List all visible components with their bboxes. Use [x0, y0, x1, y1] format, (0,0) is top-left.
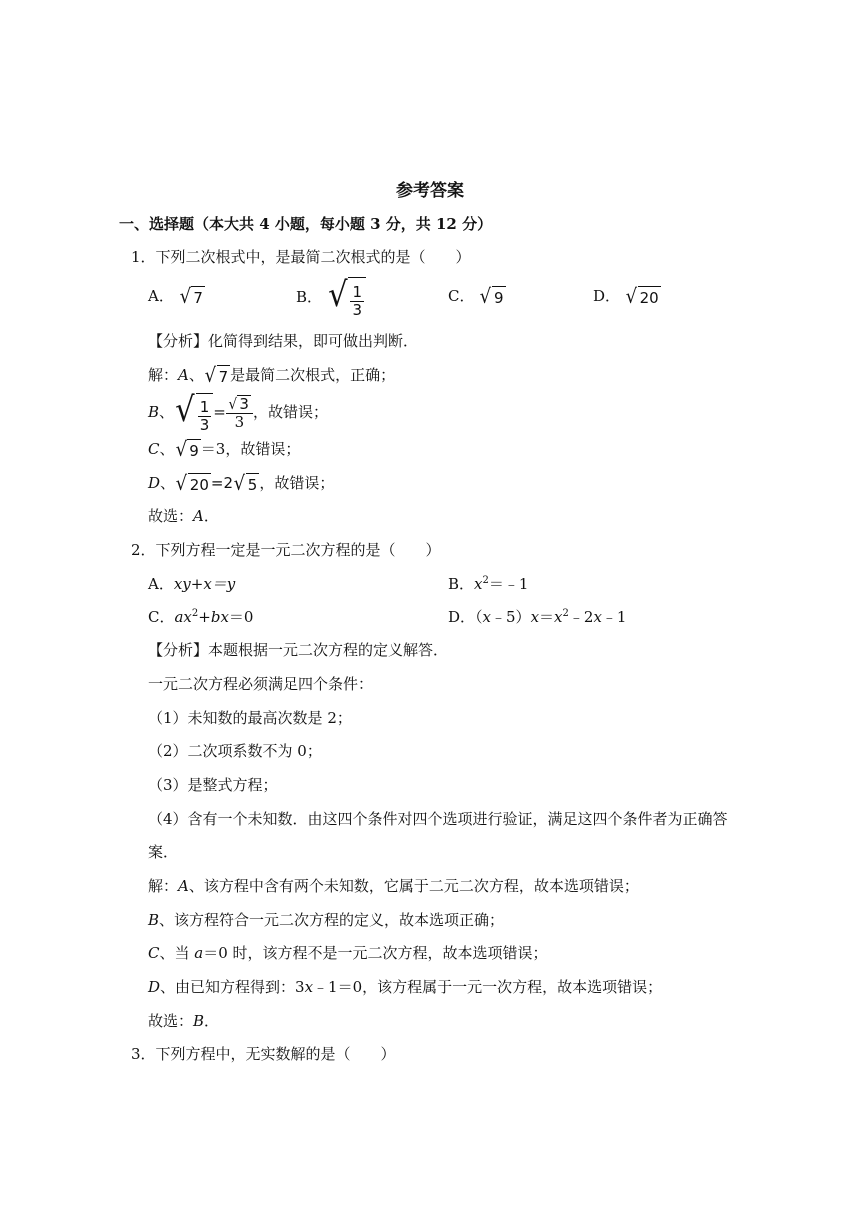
solution-text: 是最简二次根式，正确；: [230, 366, 396, 384]
sqrt-20: √ 20: [625, 284, 659, 308]
option-letter: D: [148, 474, 161, 492]
q1-solution-d: [148, 472, 334, 496]
q2-answer: [148, 1010, 219, 1032]
q1-analysis: 【分析】化简得到结果，即可做出判断．: [148, 332, 419, 350]
separator: 、: [188, 366, 204, 384]
answer-letter: A: [193, 507, 204, 525]
option-letter: C．: [148, 608, 175, 626]
option-letter: C: [148, 440, 160, 458]
option-letter: B: [148, 403, 160, 421]
q2-condition-4-cont: 案．: [148, 843, 179, 861]
solution-text: ，故错误；: [252, 403, 328, 421]
option-letter: D: [148, 978, 161, 996]
frac-denominator: 3: [352, 301, 363, 319]
variable: x: [593, 608, 602, 626]
q1-option-a: [148, 285, 205, 309]
equals: =: [213, 403, 226, 421]
q2-solution-b: [148, 909, 504, 931]
q3-stem: 3．下列方程中，无实数解的是（ ）: [131, 1045, 396, 1063]
option-letter: D．: [448, 608, 476, 626]
q2-condition-4: （4）含有一个未知数．由这四个条件对四个选项进行验证，满足这四个条件者为正确答: [148, 810, 728, 828]
option-letter: B: [148, 911, 160, 929]
solution-text: ＝0 时，该方程不是一元二次方程，故本选项错误；: [203, 944, 548, 962]
q2-condition-intro: 一元二次方程必须满足四个条件：: [148, 675, 374, 693]
radicand: 9: [492, 286, 506, 309]
sqrt-one-third: √ $\frac{1}{3}$: [327, 272, 366, 324]
q1-stem: 1．下列二次根式中，是最简二次根式的是（ ）: [131, 248, 471, 266]
q1-answer: [148, 505, 219, 527]
minus-term: ﹣2: [568, 608, 594, 626]
option-letter: C: [148, 944, 160, 962]
exponent: 2: [562, 608, 569, 619]
frac-denominator: 3: [234, 413, 245, 431]
paren-open: （: [475, 608, 483, 626]
answer-end: ．: [203, 507, 219, 525]
answer-end: ．: [204, 1012, 220, 1030]
q1-option-a-letter: A．: [148, 287, 174, 305]
term: ax: [174, 608, 192, 626]
q2-solution-a: [148, 875, 639, 897]
q2-condition-1: （1）未知数的最高次数是 2；: [148, 709, 352, 727]
radicand: 5: [246, 473, 260, 496]
solution-prefix: 解：: [148, 877, 179, 895]
frac-numerator: 1: [199, 398, 210, 416]
sqrt-5: √ 5: [233, 471, 258, 495]
exponent: 2: [191, 608, 199, 619]
radicand: 20: [188, 473, 211, 496]
option-letter: A: [178, 366, 189, 384]
radicand: 7: [217, 365, 231, 388]
variable: x: [482, 608, 492, 626]
equals: ＝: [539, 608, 555, 626]
sqrt-20: √ 20: [175, 471, 209, 495]
q1-option-c: [448, 285, 506, 309]
option-expression: ＝﹣1: [488, 575, 529, 593]
q2-solution-c: [148, 942, 548, 964]
q1-solution-b: [148, 388, 328, 438]
solution-prefix: 解：: [148, 366, 179, 384]
radicand: 9: [187, 439, 201, 462]
q2-option-d: [448, 606, 626, 628]
sqrt-7: √ 7: [179, 284, 203, 308]
q1-option-d: [593, 285, 661, 309]
solution-text: 、该方程符合一元二次方程的定义，故本选项正确；: [159, 911, 505, 929]
radicand: 20: [638, 286, 661, 309]
solution-text: ，故错误；: [259, 474, 335, 492]
q1-option-b-letter: B．: [296, 288, 323, 306]
sqrt-9: √ 9: [479, 284, 504, 308]
solution-text: 、该方程中含有两个未知数，它属于二元二次方程，故本选项错误；: [188, 877, 639, 895]
sqrt-9: √ 9: [175, 437, 199, 461]
q2-solution-d: [148, 976, 662, 998]
variable: x: [530, 608, 540, 626]
q1-solution-c: [148, 438, 300, 462]
sqrt-7: √ 7: [204, 363, 229, 387]
sqrt-3: √ 3: [228, 395, 249, 413]
exponent: 2: [482, 575, 489, 586]
solution-text: 、由已知方程得到：3: [160, 978, 305, 996]
answer-prefix: 故选：: [148, 507, 194, 525]
rationalized-fraction: [226, 395, 253, 431]
variable: x: [554, 608, 563, 626]
constant: ﹣1: [601, 608, 627, 626]
variable: a: [194, 944, 204, 962]
q2-condition-3: （3）是整式方程；: [148, 776, 278, 794]
frac-numerator: 1: [352, 283, 363, 301]
option-letter: A: [178, 877, 189, 895]
option-expression: ＝0: [228, 608, 254, 626]
equals: =2: [210, 474, 234, 492]
q2-option-b: [448, 573, 528, 595]
separator: 、: [160, 474, 176, 492]
term: bx: [210, 608, 229, 626]
q1-option-d-letter: D．: [593, 287, 621, 305]
solution-text: ＝3，故错误；: [200, 440, 301, 458]
frac-denominator: 3: [199, 416, 210, 434]
plus: +: [198, 608, 211, 626]
q2-stem: 2．下列方程一定是一元二次方程的是（ ）: [131, 541, 441, 559]
solution-text: ﹣1＝0，该方程属于一元一次方程，故本选项错误；: [313, 978, 663, 996]
radicand: 7: [191, 286, 205, 309]
section-heading: 一、选择题（本大共 4 小题，每小题 3 分，共 12 分）: [119, 215, 493, 233]
paren-close: ﹣5）: [491, 608, 531, 626]
page-title: 参考答案: [396, 181, 464, 201]
q2-analysis: 【分析】本题根据一元二次方程的定义解答．: [148, 641, 449, 659]
q2-option-a: [148, 573, 235, 595]
variable: x: [304, 978, 314, 996]
variable: x: [474, 575, 483, 593]
separator: 、: [159, 403, 175, 421]
option-letter: B．: [448, 575, 475, 593]
q2-condition-2: （2）二次项系数不为 0；: [148, 742, 322, 760]
option-expression: xy+x＝y: [173, 575, 236, 593]
solution-text: 、当: [159, 944, 195, 962]
q1-option-b: [296, 272, 366, 324]
q1-option-c-letter: C．: [448, 287, 475, 305]
separator: 、: [159, 440, 175, 458]
option-letter: A．: [148, 575, 174, 593]
q1-solution-a: [148, 364, 395, 388]
answer-letter: B: [193, 1012, 205, 1030]
answer-prefix: 故选：: [148, 1012, 194, 1030]
radicand: 3: [239, 395, 249, 413]
sqrt-one-third: √ $\frac{1}{3}$: [174, 388, 213, 438]
q2-option-c: [148, 606, 253, 628]
